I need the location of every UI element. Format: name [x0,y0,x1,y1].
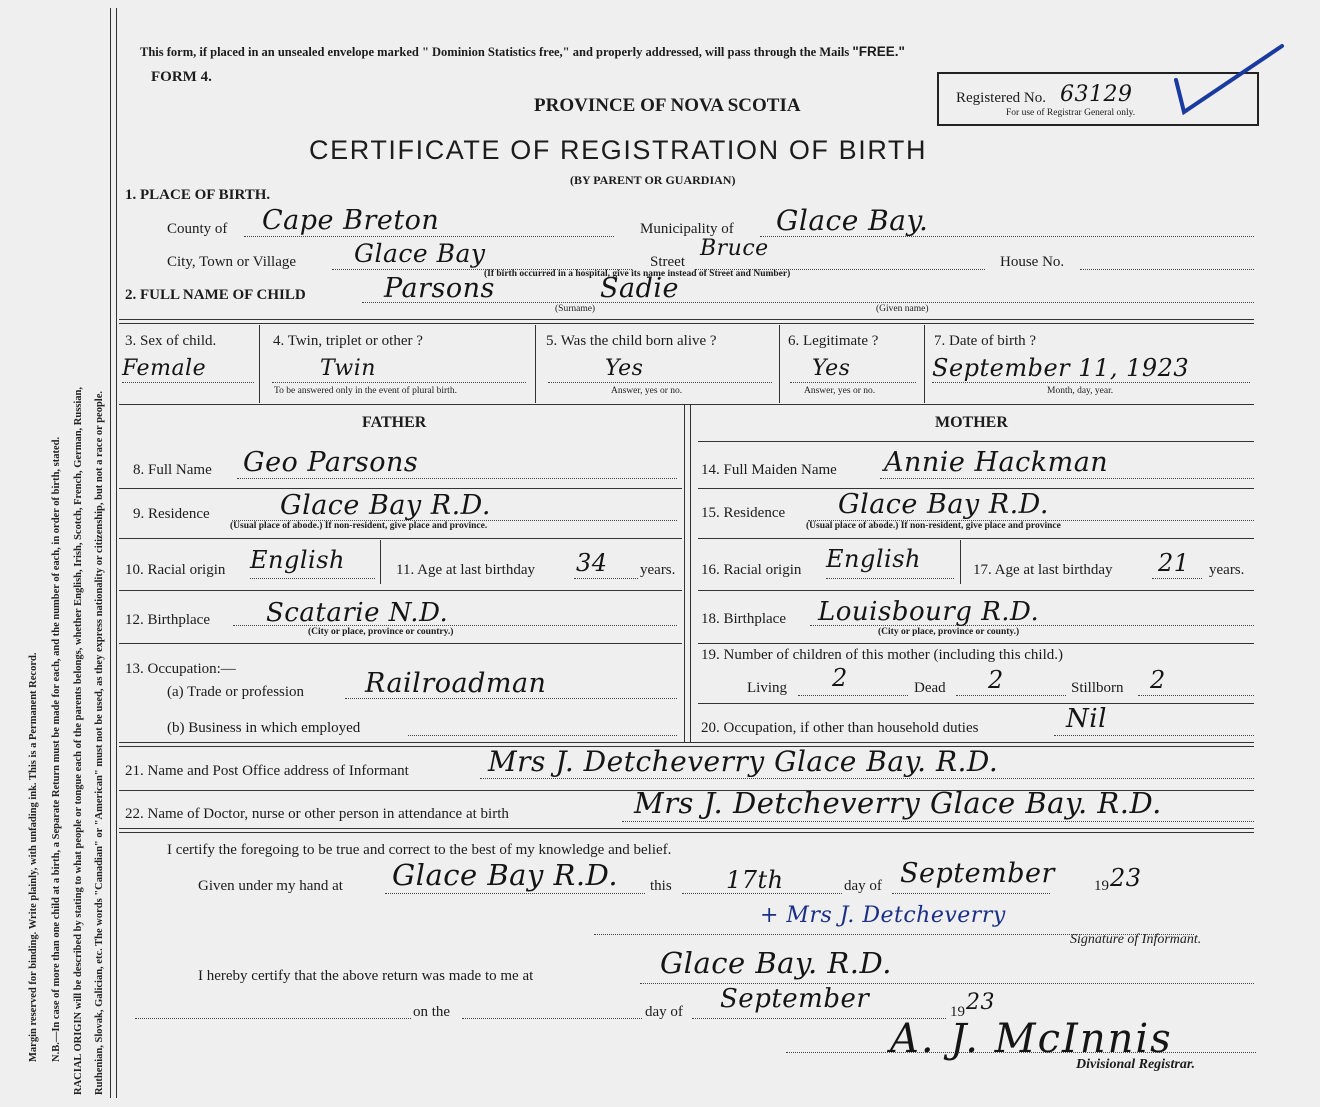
registrar-certify-label: I hereby certify that the above return was made to me at [198,968,534,984]
county-value: Cape Breton [262,205,440,236]
given-place-value: Glace Bay R.D. [392,858,619,892]
check-mark-icon [1170,40,1290,120]
registrar-use-note: For use of Registrar General only. [1006,108,1136,118]
father-residence-note: (Usual place of abode.) If non-resident, give place and province. [230,521,488,531]
birth-date-label: 7. Date of birth ? [934,333,1037,349]
registration-year-value: 23 [966,990,995,1015]
column-divider [684,404,685,742]
surname-note: (Surname) [555,304,596,314]
doctor-label: 22. Name of Doctor, nurse or other person in attendance at birth [125,806,509,822]
birth-date-value: September 11, 1923 [932,354,1190,382]
born-alive-value: Yes [605,356,644,381]
birth-date-note: Month, day, year. [1047,386,1114,396]
street-value: Bruce [700,236,769,261]
day-value: 17th [726,866,784,894]
trade-label: (a) Trade or profession [167,684,305,700]
legitimate-value: Yes [812,356,851,381]
dead-label: Dead [914,680,946,696]
margin-note-4: Ruthenian, Slovak, Galician, etc. The words "Canadian" or "American" must not be used, as they express nationality or citizenship, but not a race or people. [94,390,105,1095]
province-title: PROVINCE OF NOVA SCOTIA [534,95,801,116]
stillborn-label: Stillborn [1071,680,1124,696]
county-label: County of [167,221,228,237]
father-birthplace-value: Scatarie N.D. [266,598,449,628]
form-number: FORM 4. [151,69,212,85]
born-alive-label: 5. Was the child born alive ? [546,333,717,349]
city-value: Glace Bay [354,239,486,268]
mother-name-label: 14. Full Maiden Name [701,462,837,478]
registration-month-value: September [720,984,870,1014]
mother-name-value: Annie Hackman [884,447,1109,478]
doctor-value: Mrs J. Detcheverry Glace Bay. R.D. [634,786,1162,820]
child-name-label: 2. FULL NAME OF CHILD [125,287,306,303]
mother-origin-label: 16. Racial origin [701,562,802,578]
year-value: 23 [1110,864,1142,892]
father-origin-value: English [250,546,345,574]
month-value: September [900,858,1055,889]
mother-occupation-value: Nil [1066,704,1107,734]
legitimate-note: Answer, yes or no. [804,386,876,396]
given-under-hand-label: Given under my hand at [198,878,343,894]
margin-note-3: RACIAL ORIGIN will be described by stating to what people or tongue each of the parents belongs, whether English, Irish, Scotch, French, German, Russian, [73,386,84,1095]
hospital-note: (If birth occurred in a hospital, give its name instead of Street and Number) [484,269,791,279]
father-name-value: Geo Parsons [243,447,419,478]
father-origin-label: 10. Racial origin [125,562,226,578]
father-age-label: 11. Age at last birthday [396,562,535,578]
mother-birthplace-note: (City or place, province or county.) [878,627,1020,637]
sex-label: 3. Sex of child. [125,333,217,349]
year-prefix: 19 [1094,878,1109,894]
registered-number: 63129 [1060,82,1133,107]
father-birthplace-note: (City or place, province or country.) [308,627,454,637]
dead-value: 2 [988,666,1004,694]
informant-signature: + Mrs J. Detcheverry [760,903,1006,928]
informant-value: Mrs J. Detcheverry Glace Bay. R.D. [488,745,999,778]
municipality-label: Municipality of [640,221,734,237]
margin-note-1: Margin reserved for binding. Write plainly, with unfading ink. This is a Permanent Record. [28,652,39,1062]
father-residence-label: 9. Residence [133,506,210,522]
mother-birthplace-value: Louisbourg R.D. [818,597,1040,627]
signature-label: Signature of Informant. [1070,932,1202,947]
mail-notice: This form, if placed in an unsealed envelope marked " Dominion Statistics free," and properly addressed, will pass through the Mails "FREE." [140,44,905,59]
certificate-subtitle: (BY PARENT OR GUARDIAN) [570,173,736,187]
place-of-birth-label: 1. PLACE OF BIRTH. [125,187,271,203]
registrar-signature: A. J. McInnis [890,1016,1173,1062]
mother-residence-note: (Usual place of abode.) If non-resident, give place and province [806,521,1061,531]
certify-statement: I certify the foregoing to be true and correct to the best of my knowledge and belief. [167,842,672,858]
mother-residence-label: 15. Residence [701,505,786,521]
living-label: Living [747,680,787,696]
father-name-label: 8. Full Name [133,462,212,478]
father-birthplace-label: 12. Birthplace [125,612,210,628]
father-age-value: 34 [576,549,608,577]
mother-origin-value: English [826,545,921,573]
mother-heading: MOTHER [935,414,1008,431]
informant-label: 21. Name and Post Office address of Informant [125,763,409,779]
twin-note: To be answered only in the event of plural birth. [274,386,457,396]
mother-residence-value: Glace Bay R.D. [838,489,1049,520]
this-label: this [650,878,672,894]
registered-label: Registered No. [956,90,1046,106]
margin-note-2: N.B.—In case of more than one child at a birth, a Separate Return must be made for each, and the number of each, in order of birth, stated. [51,436,62,1062]
stillborn-value: 2 [1150,666,1166,694]
divider [119,319,1254,324]
registrar-place-value: Glace Bay. R.D. [660,946,892,980]
mother-occupation-label: 20. Occupation, if other than household duties [701,720,979,736]
father-residence-value: Glace Bay R.D. [280,490,491,521]
house-no-label: House No. [1000,254,1065,270]
twin-value: Twin [320,356,376,381]
father-heading: FATHER [362,414,427,431]
legitimate-label: 6. Legitimate ? [788,333,879,349]
business-label: (b) Business in which employed [167,720,361,736]
day-of-label-2: day of [645,1004,683,1020]
binding-line-2 [116,8,117,1098]
divisional-registrar-label: Divisional Registrar. [1076,1057,1196,1072]
binding-line [110,8,111,1098]
sex-value: Female [122,356,207,381]
child-surname: Parsons [384,273,495,304]
living-value: 2 [832,664,848,692]
mother-age-value: 21 [1158,549,1190,577]
twin-label: 4. Twin, triplet or other ? [273,333,423,349]
street-label: Street [650,254,685,270]
child-given-name: Sadie [600,273,679,304]
trade-value: Railroadman [365,668,547,699]
mother-birthplace-label: 18. Birthplace [701,611,786,627]
father-years: years. [640,562,676,578]
certificate-title: CERTIFICATE OF REGISTRATION OF BIRTH [309,135,928,165]
city-label: City, Town or Village [167,254,297,270]
mother-years: years. [1209,562,1245,578]
municipality-value: Glace Bay. [776,204,929,237]
given-name-note: (Given name) [876,304,929,314]
born-alive-note: Answer, yes or no. [611,386,683,396]
occupation-label: 13. Occupation:— [125,661,236,677]
on-the-label: on the [413,1004,451,1020]
day-of-label: day of [844,878,882,894]
children-count-label: 19. Number of children of this mother (including this child.) [701,647,1064,663]
year-prefix-2: 19 [950,1004,965,1020]
mother-age-label: 17. Age at last birthday [973,562,1113,578]
